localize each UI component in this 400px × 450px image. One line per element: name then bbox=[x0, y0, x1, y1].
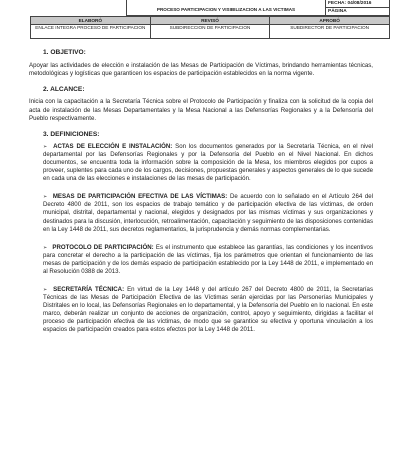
signature-table bbox=[30, 16, 390, 39]
arrow-bullet-icon: ➢ bbox=[43, 194, 48, 201]
section-text-alcance: Inicia con la capacitación a la Secretaría Técnica sobre el Protocolo de Participación y finaliza con la solicitud de la copia del acta de instalación de las Mesas Departamentales y la Mesa Nacional a las Defensorías Regionales y a la Defensoría del Pueblo respectivamente. bbox=[29, 98, 373, 122]
definition-item bbox=[43, 244, 373, 276]
signature-reviso: SUBDIRECCION DE PARTICIPACION bbox=[150, 25, 270, 39]
header-page: PÁGINA bbox=[326, 8, 389, 16]
definition-item bbox=[43, 143, 373, 183]
definition-term: PROTOCOLO DE PARTICIPACIÓN: bbox=[52, 243, 154, 251]
header-date: FECHA: 04/08/2016 bbox=[326, 0, 389, 8]
signature-header-elaboro: ELABORÓ bbox=[31, 17, 151, 25]
document-body bbox=[29, 49, 373, 344]
section-title-objetivo: 1. OBJETIVO: bbox=[43, 49, 86, 56]
definition-item bbox=[43, 193, 373, 233]
section-title-definiciones: 3. DEFINICIONES: bbox=[43, 130, 100, 138]
document-header bbox=[30, 0, 390, 16]
definition-text: De acuerdo con lo señalado en el Artículo 264 del Decreto 4800 de 2011, son los espacios de trabajo temático y de participación efectiva de las víctimas, de orden municipal, distrital, departamental y nacional, elegidos y designados por las mismas víctimas y sus organizaciones y destinados para la discusión, interlocución, retroalimentación, capacitación y seguimiento de las disposiciones contenidas en la Ley 1448 de 2011, sus decretos reglamentarios, la jurisprudencia y demás normas complementarias. bbox=[43, 193, 373, 233]
definition-term: SECRETARÍA TÉCNICA: bbox=[53, 285, 125, 293]
definition-text: Son los documentos generados por la Secretaría Técnica, en el nivel departamental por las Defensorías Regionales y por la Defensoría del Pueblo en el Nivel Nacional. En dichos documentos, se encuentra toda la información sobre la composición de la Mesa, los miembros elegidos por cupos a proveer, suplentes para cada uno de los cargos, decisiones, propuestas generales y aspectos generales de lo que sucede en cada una de las elecciones e instalaciones de las mesas de participación. bbox=[43, 143, 373, 183]
signature-header-reviso: REVISÓ bbox=[150, 17, 270, 25]
definition-text: En virtud de la Ley 1448 y del artículo 267 del Decreto 4800 de 2011, la Secretarías Técnicas de las Mesas de Participación Efectiva de las Víctimas serán ejercidas por las Personerías Municipales y Distritales en lo local, las Defensorías Regionales en lo departamental, y la Defensoría del Pueblo en lo nacional. En este marco, deberán realizar un conjunto de acciones de organización, control, apoyo y seguimiento, dirigidas a facilitar el proceso de participación efectiva de las víctimas, de modo que se garantice su efectiva y oportuna vinculación a los espacios de participación creados para estos efectos por la Ley 1448 de 2011. bbox=[43, 285, 373, 333]
header-process-cell bbox=[126, 0, 326, 16]
definition-term: ACTAS DE ELECCIÓN E INSTALACIÓN: bbox=[53, 143, 173, 151]
definition-item bbox=[43, 286, 373, 334]
signature-header-aprobo: APROBÓ bbox=[270, 17, 390, 25]
signature-elaboro: ENLACE INTEGRA PROCESO DE PARTICIPACION bbox=[31, 25, 151, 39]
arrow-bullet-icon: ➢ bbox=[43, 286, 48, 293]
header-meta-cell bbox=[326, 0, 390, 16]
signature-aprobo: SUBDIRECTOR DE PARTICIPACION bbox=[270, 25, 390, 39]
definition-text: Es el instrumento que establece las garantías, las condiciones y los incentivos para concretar el derecho a la participación de las víctimas, fija los parámetros que orientan el funcionamiento de las mesas de participación y de los demás espacio de participación establecido por la Ley 1448 de 2011, e implementado en al Resolución 0388 de 2013. bbox=[43, 243, 373, 275]
arrow-bullet-icon: ➢ bbox=[43, 144, 48, 151]
section-text-objetivo: Apoyar las actividades de elección e instalación de las Mesas de Participación de Víctimas, brindando herramientas técnicas, metodológicas y logísticas que garanticen los espacios de participación establecidos en la norma vigente. bbox=[29, 61, 373, 77]
arrow-bullet-icon: ➢ bbox=[43, 244, 48, 251]
definition-term: MESAS DE PARTICIPACIÓN EFECTIVA DE LAS VÍCTIMAS: bbox=[52, 193, 228, 201]
section-title-alcance: 2. ALCANCE: bbox=[43, 85, 85, 93]
header-process-title: PROCESO PARTICIPACION Y VISIBILIZACION A LAS VICTIMAS bbox=[156, 6, 296, 12]
